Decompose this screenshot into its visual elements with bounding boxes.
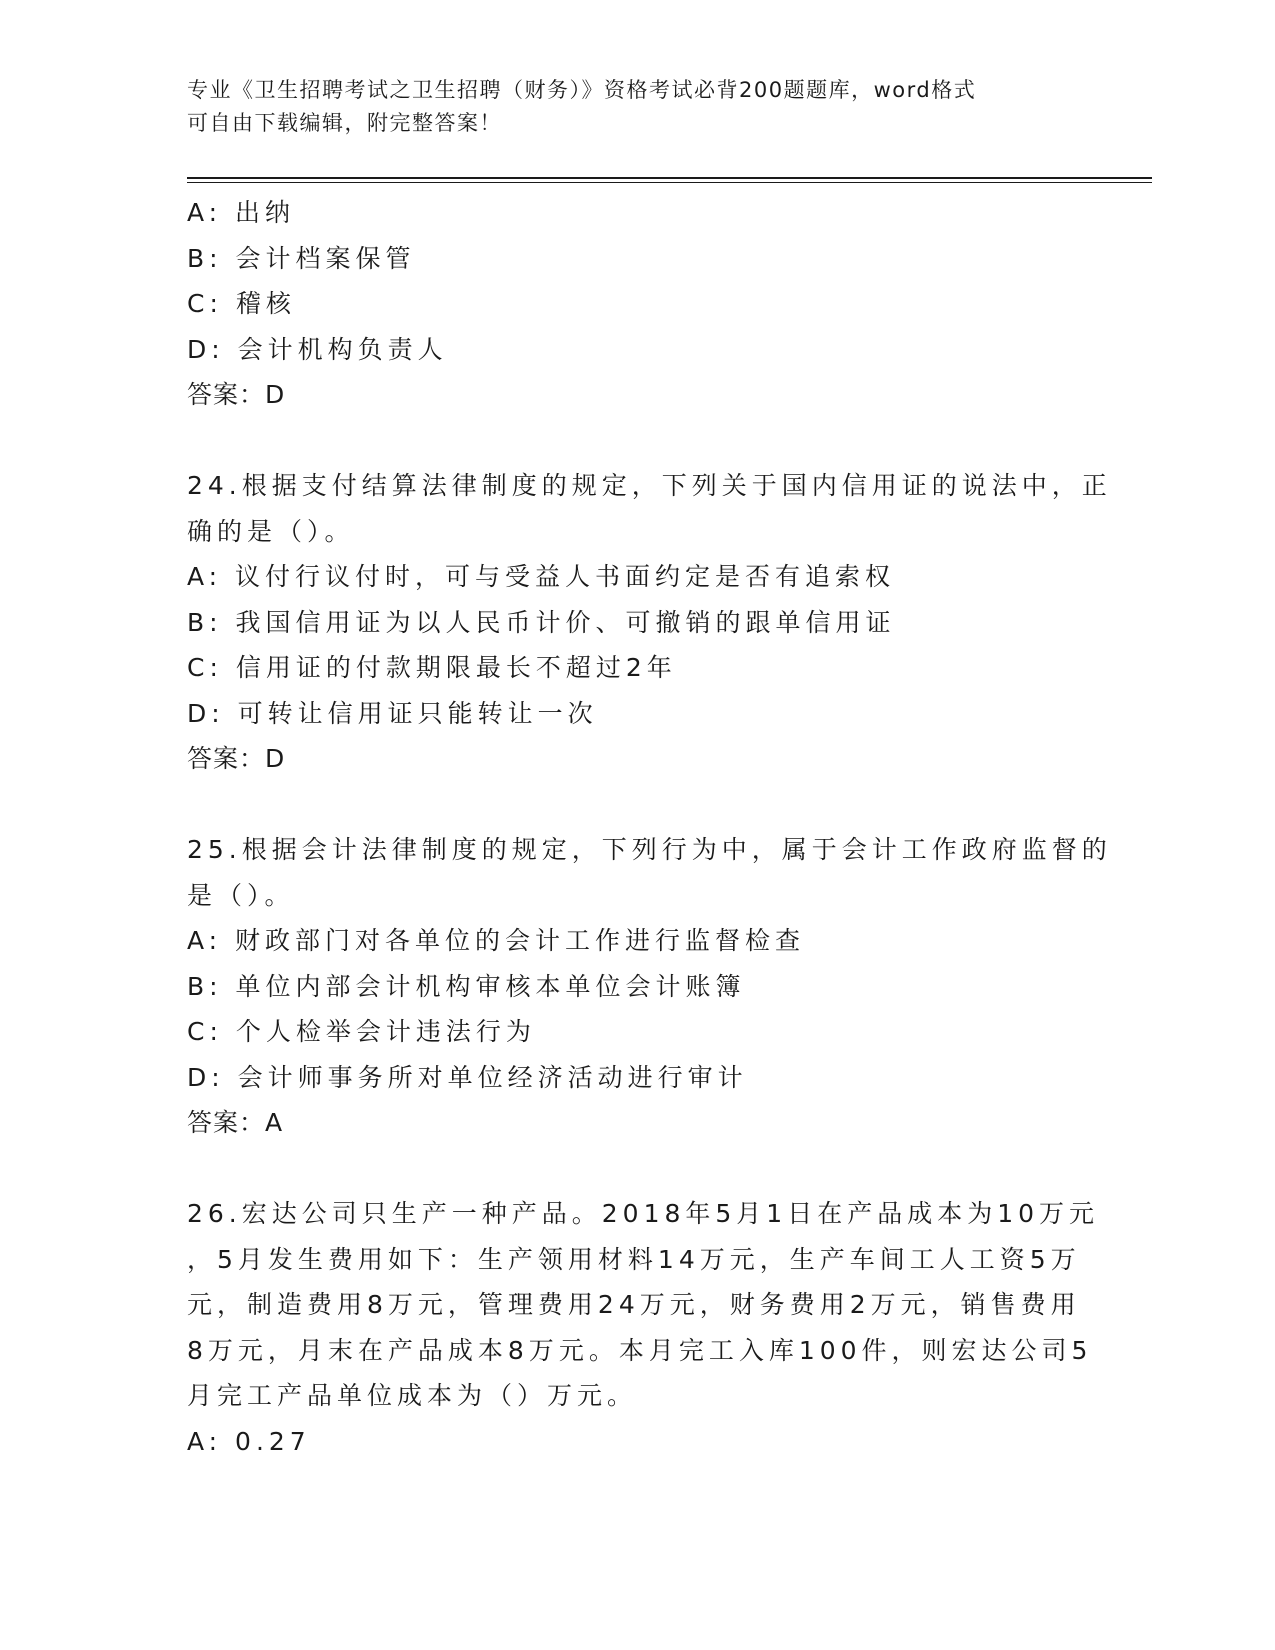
document-header [187, 74, 1067, 140]
answer-line: 答案：D [187, 380, 286, 409]
answer-line: 答案：D [187, 744, 286, 773]
answer-line: 答案：A [187, 1108, 284, 1137]
option-c: C: 信用证的付款期限最长不超过2年 [187, 653, 677, 682]
header-title-line-2: 可自由下载编辑，附完整答案！ [187, 111, 502, 135]
option-a: A: 0.27 [187, 1426, 311, 1456]
option-b: B: 单位内部会计机构审核本单位会计账簿 [187, 971, 746, 1001]
option-a: A: 财政部门对各单位的会计工作进行监督检查 [187, 926, 806, 955]
question-stem-line: 确的是（）。 [187, 516, 355, 546]
question-stem-line: 24.根据支付结算法律制度的规定，下列关于国内信用证的说法中，正 [187, 471, 1112, 500]
option-c: C: 个人检举会计违法行为 [187, 1017, 536, 1046]
question-26 [187, 1191, 1100, 1464]
question-25 [187, 827, 1112, 1146]
header-divider-thin [187, 182, 1152, 183]
option-b: B: 我国信用证为以人民币计价、可撤销的跟单信用证 [187, 607, 896, 637]
question-stem-line: ，5月发生费用如下：生产领用材料14万元，生产车间工人工资5万 [187, 1244, 1081, 1274]
question-stem-line: 26.宏达公司只生产一种产品。2018年5月1日在产品成本为10万元 [187, 1199, 1100, 1228]
question-list [187, 190, 1112, 1464]
question-24 [187, 463, 1112, 782]
header-title-line-1: 专业《卫生招聘考试之卫生招聘（财务）》资格考试必背200题题库，word格式 [187, 78, 977, 102]
option-a: A: 议付行议付时，可与受益人书面约定是否有追索权 [187, 562, 896, 591]
question-stem-line: 8万元，月末在产品成本8万元。本月完工入库100件，则宏达公司5 [187, 1335, 1093, 1365]
question-stem-line: 月完工产品单位成本为（）万元。 [187, 1381, 638, 1410]
option-d: D: 会计机构负责人 [187, 334, 448, 364]
option-b: B: 会计档案保管 [187, 243, 416, 273]
question-23-tail [187, 190, 1087, 418]
question-stem-line: 元，制造费用8万元，管理费用24万元，财务费用2万元，销售费用 [187, 1290, 1081, 1319]
option-d: D: 会计师事务所对单位经济活动进行审计 [187, 1062, 748, 1092]
option-c: C: 稽核 [187, 289, 296, 318]
option-d: D: 可转让信用证只能转让一次 [187, 698, 598, 728]
question-stem-line: 是（）。 [187, 880, 295, 910]
question-stem-line: 25.根据会计法律制度的规定，下列行为中，属于会计工作政府监督的 [187, 835, 1112, 864]
option-a: A: 出纳 [187, 198, 296, 227]
header-divider-thick [187, 177, 1152, 179]
